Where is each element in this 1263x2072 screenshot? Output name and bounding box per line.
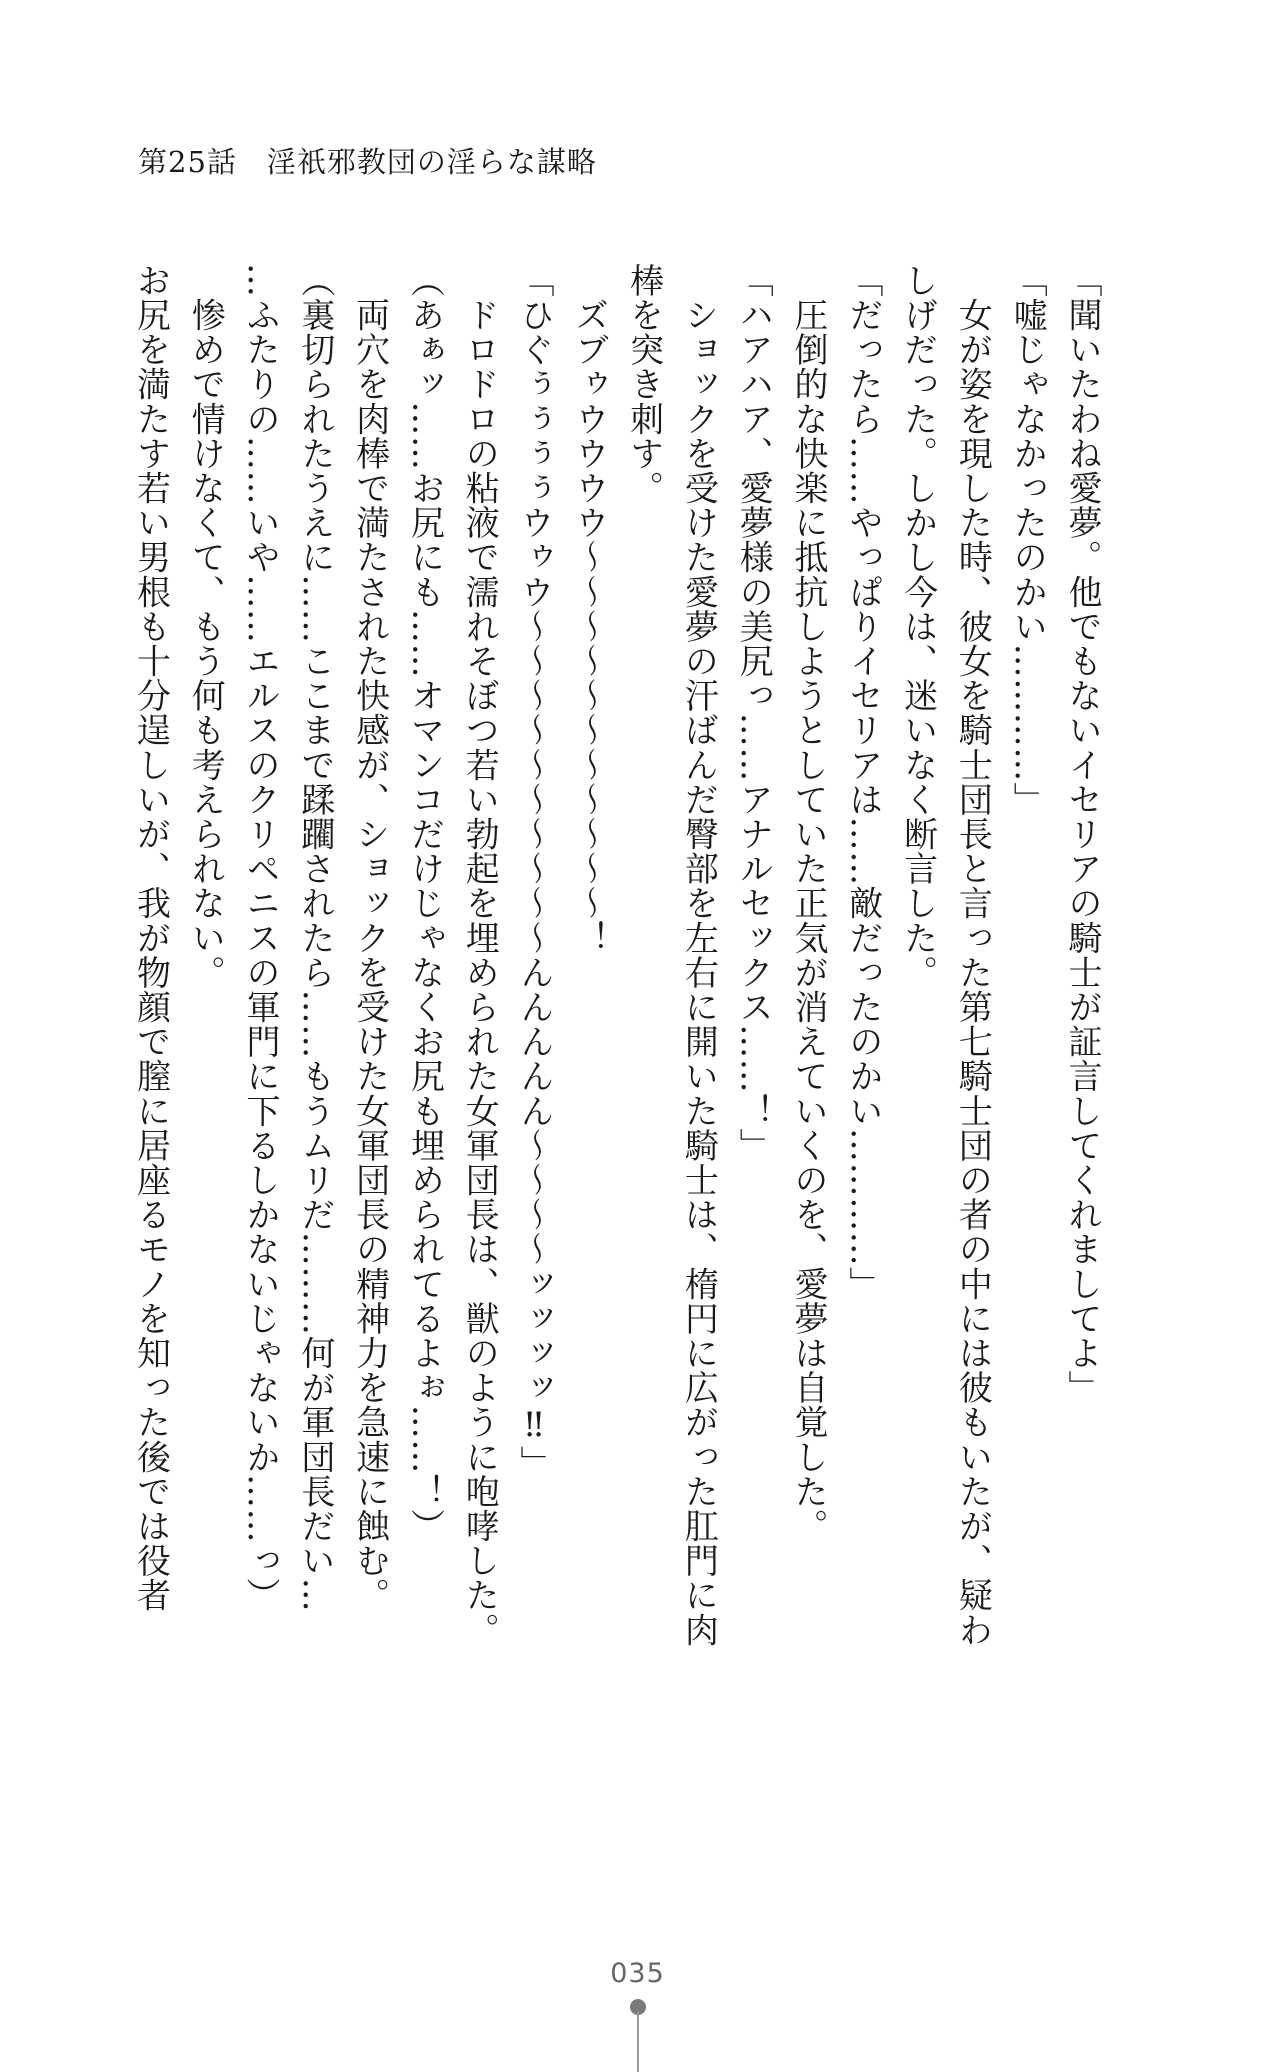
chapter-title: 第25話 淫祇邪教団の淫らな謀略 — [138, 145, 597, 179]
text-line: 惨めで情けなくて、もう何も考えられない。 — [185, 263, 226, 990]
text-line: 「聞いたわね愛夢。他でもないイセリアの騎士が証言してくれましてよ」 — [1062, 263, 1102, 1405]
text-line: 「ひぐぅぅぅぅウゥウ〜〜〜〜〜〜〜〜〜〜んんんんん〜〜〜〜ッッッッ‼」 — [514, 263, 555, 1480]
text-line: ドロドロの粘液で濡れそぼつ若い勃起を埋められた女軍団長は、獣のように咆哮した。 — [459, 263, 500, 1647]
page-number: 035 — [610, 1958, 665, 1989]
text-line: お尻を満たす若い男根も十分逞しいが、我が物顔で膣に居座るモノを知った後では役者 — [130, 263, 171, 1613]
text-line: 圧倒的な快楽に抵抗しようとしていた正気が消えていくのを、愛夢は自覚した。 — [788, 263, 829, 1544]
text-line: しげだった。しかし今は、迷いなく断言した。 — [897, 263, 938, 990]
text-line: （裏切られたうえに……ここまで蹂躙されたら……もうムリだ………何が軍団長だい… — [294, 263, 335, 1613]
text-line: …ふたりの……いや……エルスのクリペニスの軍門に下るしかないじゃないか……っ） — [240, 263, 281, 1613]
text-line: （あぁッ……お尻にも……オマンコだけじゃなくお尻も埋められてるよぉ……！） — [404, 263, 445, 1544]
text-line: 女が姿を現した時、彼女を騎士団長と言った第七騎士団の者の中には彼もいたが、疑わ — [952, 263, 993, 1647]
text-line: ショックを受けた愛夢の汗ばんだ臀部を左右に開いた騎士は、楕円に広がった肛門に肉 — [678, 263, 719, 1647]
text-line: 棒を突き刺す。 — [623, 263, 664, 506]
text-line: 「だったら……やっぱりイセリアは……敵だったのかい…………」 — [842, 263, 883, 1301]
text-line: ズブゥウウウウ〜〜〜〜〜〜〜〜〜〜〜！ — [568, 263, 609, 955]
text-line: 「ハアハア、愛夢様の美尻っ……アナルセックス……！」 — [733, 263, 774, 1163]
text-line: 両穴を肉棒で満たされた快感が、ショックを受けた女軍団長の精神力を急速に蝕む。 — [349, 263, 390, 1613]
body-text — [123, 263, 1109, 1683]
page-marker-line — [637, 2012, 639, 2072]
text-line: 「嘘じゃなかったのかい…………」 — [1007, 263, 1048, 817]
